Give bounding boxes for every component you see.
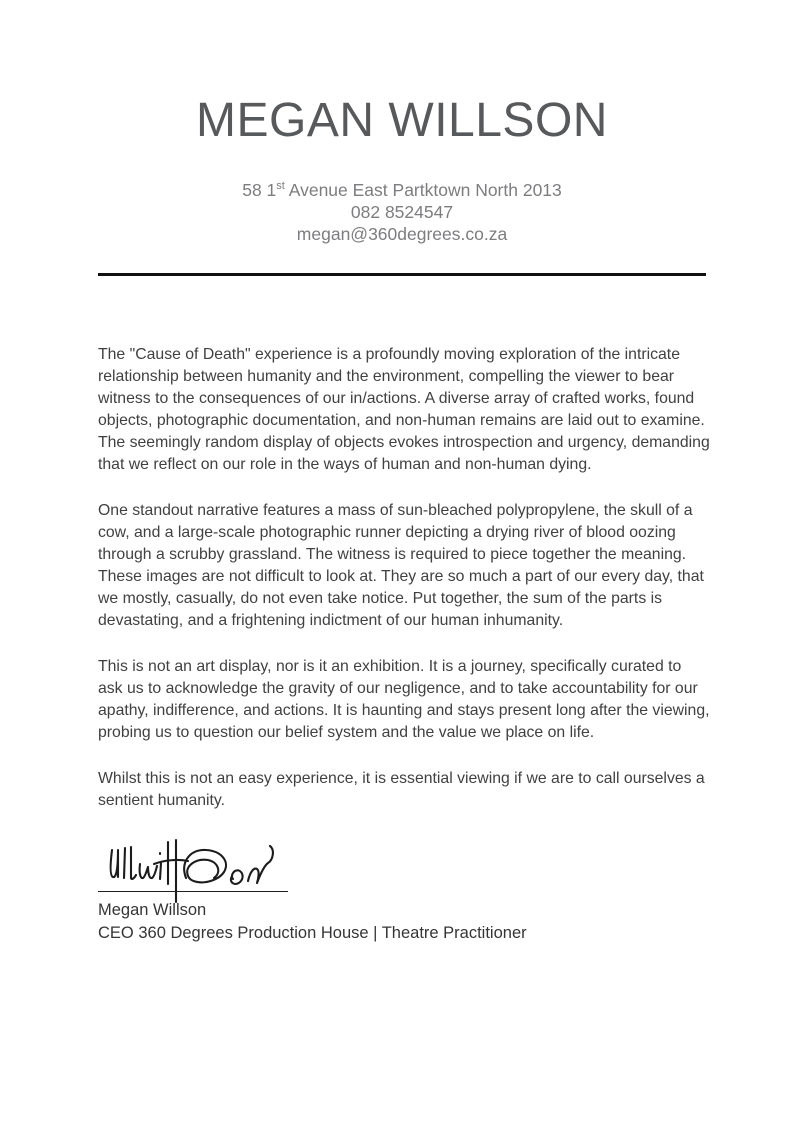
paragraph: The "Cause of Death" experience is a profoundly moving exploration of the intricate relationship between humanity and the environment, compelling the viewer to bear witness to the consequences of our in/actions. A diverse array of crafted works, found objects, photographic documentation, and non-human remains are laid out to examine. The seemingly random display of objects evokes introspection and urgency, demanding that we reflect on our role in the ways of human and non-human dying.	[98, 346, 710, 473]
contact-block	[98, 179, 706, 245]
contact-phone: 082 8524547	[350, 202, 454, 222]
contact-address-ordinal: st	[276, 180, 285, 193]
signature-image	[98, 836, 706, 891]
signatory-role: CEO 360 Degrees Production House | Theatre Practitioner	[98, 924, 527, 942]
contact-address-rest: Avenue East Partktown North 2013	[284, 180, 562, 200]
divider-rule	[98, 273, 706, 276]
page-title: MEGAN WILLSON	[196, 94, 608, 147]
signature-block	[98, 836, 706, 945]
handwritten-signature-icon	[98, 836, 298, 904]
contact-address	[98, 179, 706, 201]
contact-address-start: 58 1	[242, 180, 277, 200]
paragraph: This is not an art display, nor is it an exhibition. It is a journey, specifically curated to ask us to acknowledge the gravity of our negligence, and to take accountability for our apathy, indifference, and actions. It is haunting and stays present long after the viewing, probing us to question our belief system and the value we place on life.	[98, 658, 710, 741]
letter-body	[98, 344, 710, 812]
signatory-name: Megan Willson	[98, 901, 207, 919]
paragraph: Whilst this is not an easy experience, it is essential viewing if we are to call ourselves a sentient humanity.	[98, 770, 705, 809]
paragraph: One standout narrative features a mass of sun-bleached polypropylene, the skull of a cow, and a large-scale photographic runner depicting a drying river of blood oozing through a scrubby grassland. The witness is required to piece together the meaning. These images are not difficult to look at. They are so much a part of our every day, that we mostly, casually, do not even take notice. Put together, the sum of the parts is devastating, and a frightening indictment of our human inhumanity.	[98, 502, 704, 629]
contact-email: megan@360degrees.co.za	[296, 224, 508, 244]
